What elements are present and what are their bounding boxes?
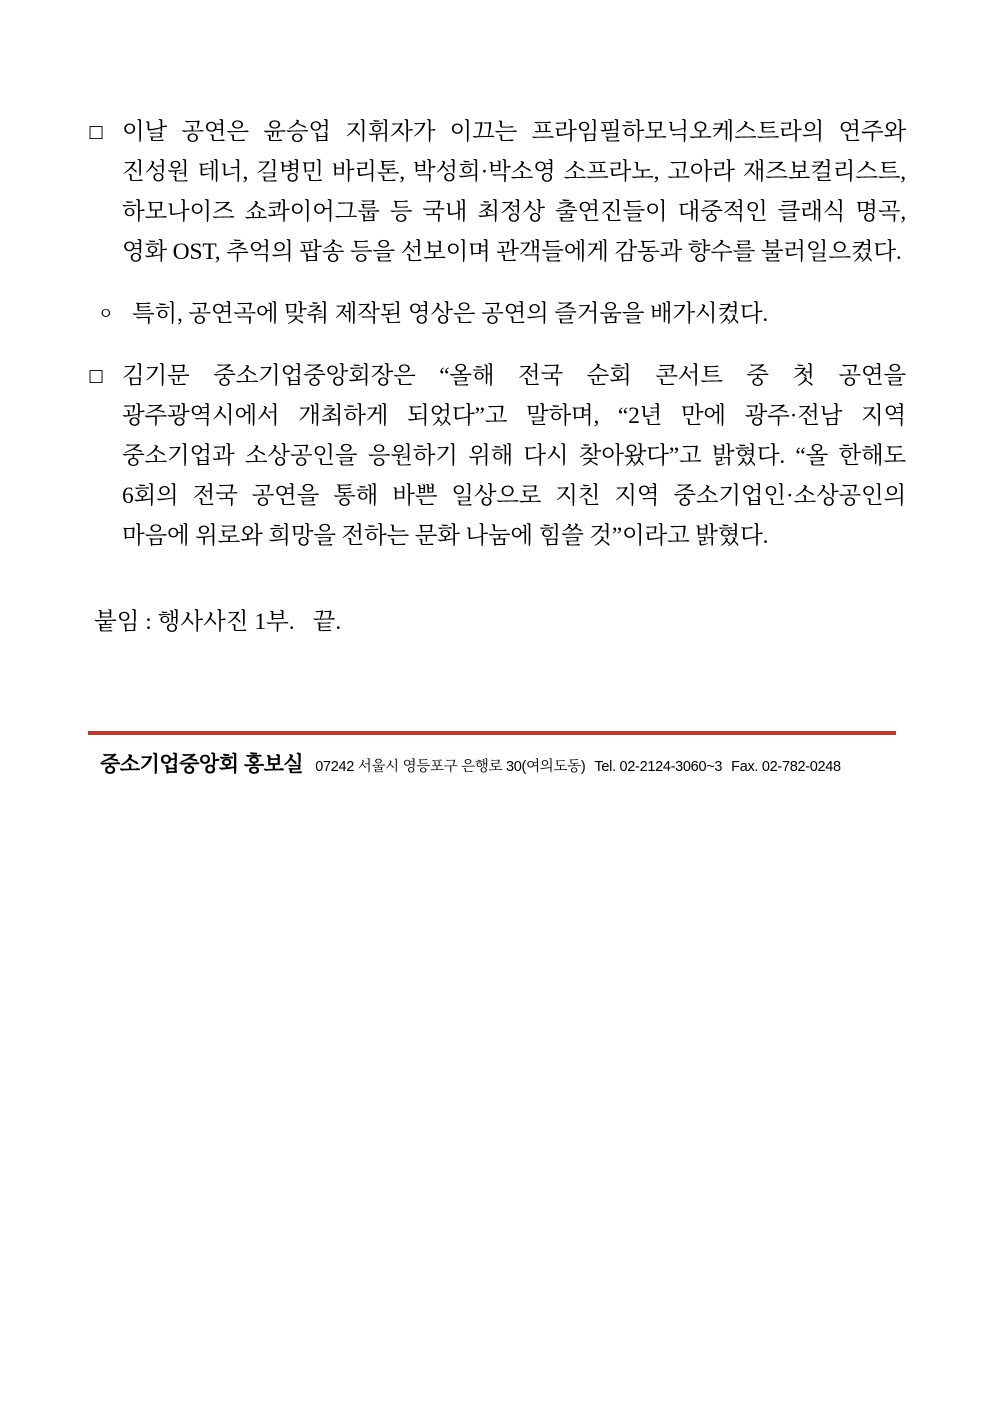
square-bullet-icon: □ <box>88 122 105 142</box>
paragraph-text: 김기문 중소기업중앙회장은 “올해 전국 순회 콘서트 중 첫 공연을 광주광역시에서 개최하게 되었다”고 말하며, “2년 만에 광주·전남 지역 중소기업과 소상공인을 응원하기 위해 다시 찾아왔다”고 밝혔다. “올 한해도 6회의 전국 공연을 통해 바쁜 일상으로 지친 지역 중소기업인·소상공인의 마음에 위로와 희망을 전하는 문화 나눔에 힘쓸 것”이라고 밝혔다. <box>122 363 906 549</box>
attachment-end-mark: 끝. <box>312 609 342 635</box>
footer-address: 07242 서울시 영등포구 은행로 30(여의도동) <box>315 759 586 775</box>
square-bullet-icon: □ <box>88 366 105 386</box>
footer-tel: Tel. 02-2124-3060~3 <box>594 759 723 775</box>
attachment-line <box>94 602 906 642</box>
paragraph-block <box>88 356 906 556</box>
document-body <box>88 112 906 642</box>
footer-divider <box>88 731 896 735</box>
footer-organization: 중소기업중앙회 홍보실 <box>100 753 304 776</box>
paragraph-block <box>88 112 906 272</box>
paragraph-text: 특히, 공연곡에 맞춰 제작된 영상은 공연의 즐거움을 배가시켰다. <box>132 301 769 327</box>
circle-bullet-icon: ㅇ <box>98 304 114 323</box>
footer <box>100 748 900 778</box>
paragraph-block-sub <box>88 294 906 334</box>
footer-contact <box>315 755 841 776</box>
footer-fax: Fax. 02-782-0248 <box>731 759 841 775</box>
attachment-label: 붙임 : 행사사진 1부. <box>94 609 295 635</box>
paragraph-text: 이날 공연은 윤승업 지휘자가 이끄는 프라임필하모닉오케스트라의 연주와 진성원 테너, 길병민 바리톤, 박성희·박소영 소프라노, 고아라 재즈보컬리스트, 하모나이즈 쇼콰이어그룹 등 국내 최정상 출연진들이 대중적인 클래식 명곡, 영화 OST, 추억의 팝송 등을 선보이며 관객들에게 감동과 향수를 불러일으켰다. <box>122 119 906 265</box>
